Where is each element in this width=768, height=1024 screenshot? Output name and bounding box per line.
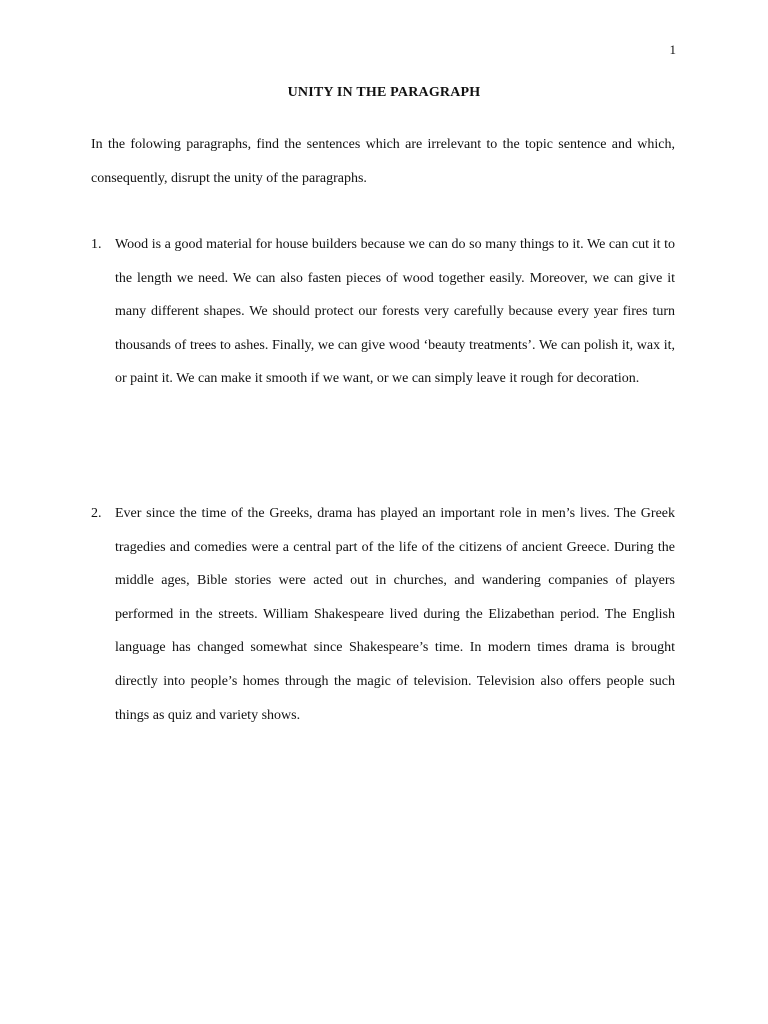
paragraph-number: 1. [91, 237, 102, 252]
document-title: UNITY IN THE PARAGRAPH [287, 85, 481, 100]
page-number: 1 [669, 42, 676, 57]
numbered-paragraph [91, 228, 675, 396]
paragraph-text: Ever since the time of the Greeks, drama has played an important role in men’s lives. The Greek tragedies and comedies were a central part of the life of the citizens of ancient Greece. During the middle ages, Bible stories were acted out in churches, and wandering companies of players performed in the streets. William Shakespeare lived during the Elizabethan period. The English language has changed somewhat since Shakespeare’s time. In modern times drama is brought directly into people’s homes through the magic of television. Television also offers people such things as quiz and variety shows. [115, 506, 675, 723]
numbered-paragraph [91, 497, 675, 732]
instructions-text: In the folowing paragraphs, find the sentences which are irrelevant to the topic sentence and which, consequently, disrupt the unity of the paragraphs. [91, 137, 675, 186]
paragraph-number: 2. [91, 506, 102, 521]
paragraph-text: Wood is a good material for house builders because we can do so many things to it. We can cut it to the length we need. We can also fasten pieces of wood together easily. Moreover, we can give it many different shapes. We should protect our forests very carefully because every year fires turn thousands of trees to ashes. Finally, we can give wood ‘beauty treatments’. We can polish it, wax it, or paint it. We can make it smooth if we want, or we can simply leave it rough for decoration. [115, 237, 675, 387]
